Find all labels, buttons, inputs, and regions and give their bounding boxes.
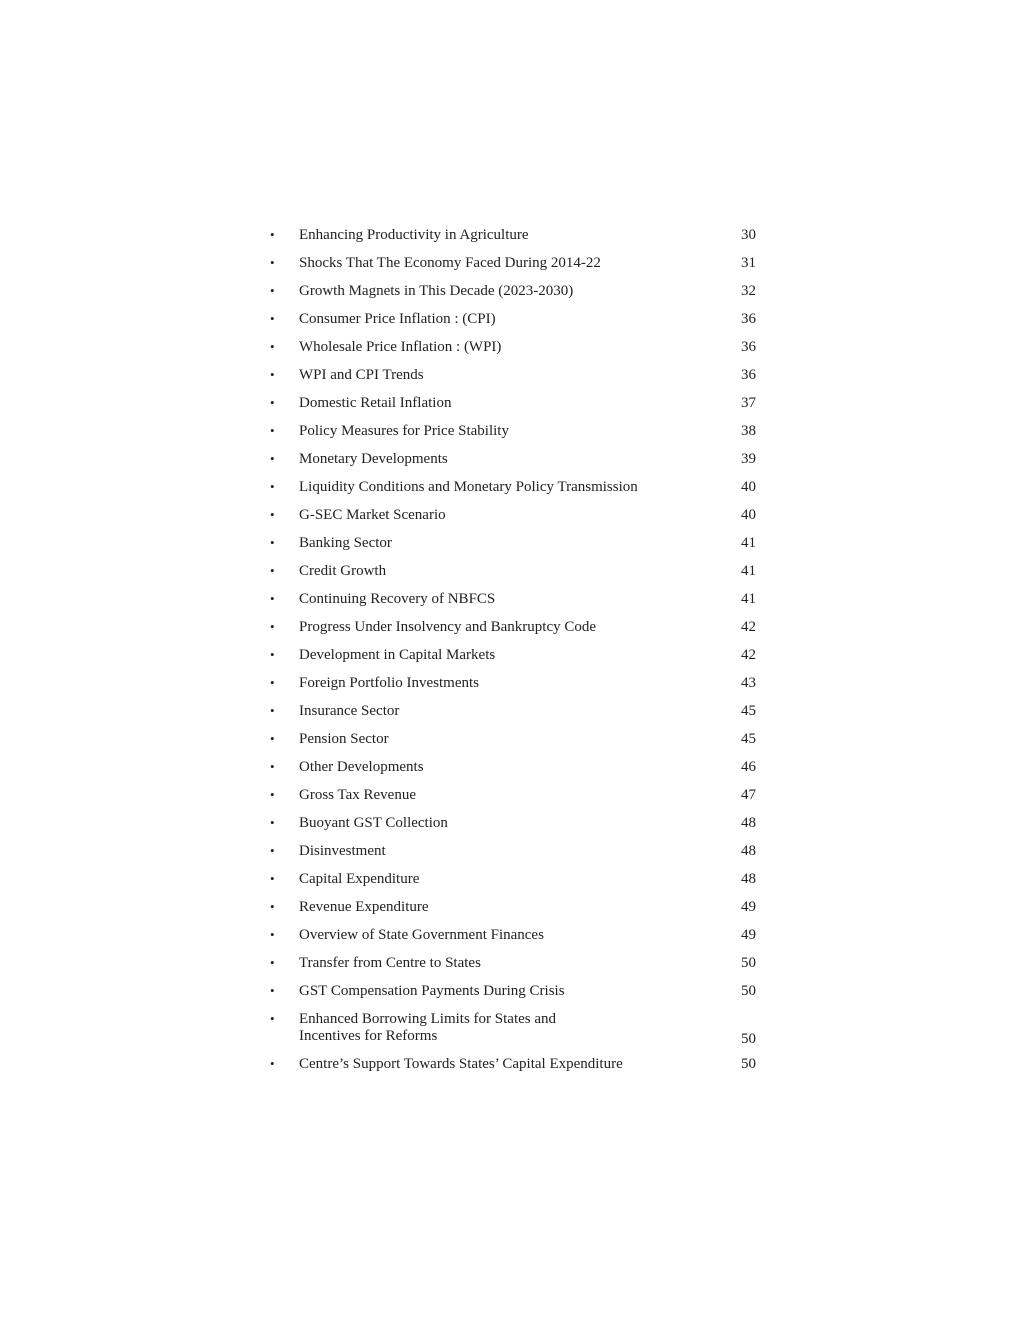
toc-entry-page: 40 (741, 507, 756, 523)
toc-entry (270, 672, 760, 700)
toc-entry-title: Foreign Portfolio Investments (299, 675, 479, 691)
toc-entry-page: 31 (741, 255, 756, 271)
toc-entry-title: Capital Expenditure (299, 871, 420, 887)
bullet-icon: • (270, 563, 275, 578)
toc-entry-title: Other Developments (299, 759, 424, 775)
bullet-icon: • (270, 815, 275, 830)
toc-entry-page: 40 (741, 479, 756, 495)
toc-entry-title: Transfer from Centre to States (299, 955, 481, 971)
toc-entry-title (299, 1011, 679, 1045)
toc-entry (270, 588, 760, 616)
toc-entry-title: Banking Sector (299, 535, 392, 551)
toc-entry (270, 896, 760, 924)
toc-entry-page: 41 (741, 591, 756, 607)
bullet-icon: • (270, 619, 275, 634)
toc-entry-page: 48 (741, 871, 756, 887)
toc-entry (270, 840, 760, 868)
toc-entry (270, 924, 760, 952)
toc-entry (270, 868, 760, 896)
toc-entry-page: 42 (741, 619, 756, 635)
toc-entry-page: 36 (741, 339, 756, 355)
toc-entry (270, 420, 760, 448)
bullet-icon: • (270, 843, 275, 858)
toc-entry (270, 616, 760, 644)
toc-entry-title: Monetary Developments (299, 451, 448, 467)
toc-entry-page: 50 (741, 1056, 756, 1072)
toc-entry (270, 280, 760, 308)
toc-entry-page: 41 (741, 563, 756, 579)
toc-entry-page: 50 (741, 983, 756, 999)
toc-entry-title: Progress Under Insolvency and Bankruptcy Code (299, 619, 597, 635)
toc-entry-title: Policy Measures for Price Stability (299, 423, 509, 439)
bullet-icon: • (270, 983, 275, 998)
toc-entry-page: 30 (741, 227, 756, 243)
toc-entry-title: Buoyant GST Collection (299, 815, 448, 831)
toc-entry (270, 224, 760, 252)
bullet-icon: • (270, 955, 275, 970)
toc-entry (270, 980, 760, 1008)
toc-entry-title: GST Compensation Payments During Crisis (299, 983, 565, 999)
toc-entry-title: WPI and CPI Trends (299, 367, 424, 383)
toc-entry (270, 560, 760, 588)
toc-entry-title: Overview of State Government Finances (299, 927, 544, 943)
bullet-icon: • (270, 423, 275, 438)
toc-entry-page: 32 (741, 283, 756, 299)
toc-entry (270, 728, 760, 756)
toc-entry (270, 504, 760, 532)
toc-entry-title: Insurance Sector (299, 703, 400, 719)
bullet-icon: • (270, 927, 275, 942)
toc-entry-page: 36 (741, 311, 756, 327)
toc-entry-title: Revenue Expenditure (299, 899, 429, 915)
bullet-icon: • (270, 871, 275, 886)
bullet-icon: • (270, 591, 275, 606)
toc-entry-title: Enhancing Productivity in Agriculture (299, 227, 529, 243)
bullet-icon: • (270, 283, 275, 298)
toc-entry (270, 812, 760, 840)
toc-entry-page: 43 (741, 675, 756, 691)
bullet-icon: • (270, 1011, 275, 1026)
toc-entry-page: 36 (741, 367, 756, 383)
toc-entry-title-line: Incentives for Reforms (299, 1028, 438, 1044)
bullet-icon: • (270, 227, 275, 242)
toc-entry-page: 50 (741, 1031, 756, 1047)
toc-entry (270, 392, 760, 420)
bullet-icon: • (270, 703, 275, 718)
bullet-icon: • (270, 451, 275, 466)
bullet-icon: • (270, 367, 275, 382)
toc-entry (270, 448, 760, 476)
toc-entry-page: 48 (741, 843, 756, 859)
toc-entry (270, 364, 760, 392)
toc-entry-page: 48 (741, 815, 756, 831)
table-of-contents (270, 224, 760, 1081)
toc-entry-title: Development in Capital Markets (299, 647, 496, 663)
toc-entry (270, 952, 760, 980)
bullet-icon: • (270, 759, 275, 774)
toc-entry-title: Centre’s Support Towards States’ Capital Expenditure (299, 1056, 623, 1072)
toc-entry (270, 1008, 760, 1053)
toc-entry-title-line: Enhanced Borrowing Limits for States and (299, 1011, 557, 1027)
bullet-icon: • (270, 675, 275, 690)
bullet-icon: • (270, 479, 275, 494)
toc-entry-page: 46 (741, 759, 756, 775)
toc-entry-page: 37 (741, 395, 756, 411)
toc-entry-title: G-SEC Market Scenario (299, 507, 446, 523)
toc-entry (270, 784, 760, 812)
bullet-icon: • (270, 899, 275, 914)
bullet-icon: • (270, 647, 275, 662)
bullet-icon: • (270, 1056, 275, 1071)
bullet-icon: • (270, 339, 275, 354)
toc-entry-title: Disinvestment (299, 843, 386, 859)
toc-entry (270, 700, 760, 728)
toc-entry-title: Gross Tax Revenue (299, 787, 416, 803)
bullet-icon: • (270, 395, 275, 410)
toc-entry-page: 42 (741, 647, 756, 663)
toc-entry (270, 308, 760, 336)
toc-entry-title: Consumer Price Inflation : (CPI) (299, 311, 496, 327)
toc-entry-page: 47 (741, 787, 756, 803)
bullet-icon: • (270, 507, 275, 522)
toc-entry-page: 38 (741, 423, 756, 439)
toc-entry-page: 45 (741, 731, 756, 747)
toc-entry-title: Wholesale Price Inflation : (WPI) (299, 339, 502, 355)
toc-entry-page: 50 (741, 955, 756, 971)
toc-entry-page: 41 (741, 535, 756, 551)
toc-entry-page: 39 (741, 451, 756, 467)
toc-entry-title: Shocks That The Economy Faced During 2014-22 (299, 255, 601, 271)
toc-entry (270, 532, 760, 560)
bullet-icon: • (270, 731, 275, 746)
toc-entry-title: Growth Magnets in This Decade (2023-2030) (299, 283, 574, 299)
toc-entry-title: Liquidity Conditions and Monetary Policy Transmission (299, 479, 638, 495)
bullet-icon: • (270, 535, 275, 550)
toc-entry-title: Continuing Recovery of NBFCS (299, 591, 496, 607)
toc-entry (270, 756, 760, 784)
toc-entry-page: 49 (741, 927, 756, 943)
toc-entry (270, 476, 760, 504)
toc-entry-page: 49 (741, 899, 756, 915)
toc-entry-title: Domestic Retail Inflation (299, 395, 452, 411)
bullet-icon: • (270, 255, 275, 270)
toc-entry-title: Pension Sector (299, 731, 389, 747)
toc-entry (270, 644, 760, 672)
bullet-icon: • (270, 787, 275, 802)
toc-entry-page: 45 (741, 703, 756, 719)
toc-entry (270, 336, 760, 364)
bullet-icon: • (270, 311, 275, 326)
toc-entry-title: Credit Growth (299, 563, 387, 579)
toc-entry (270, 252, 760, 280)
toc-entry (270, 1053, 760, 1081)
